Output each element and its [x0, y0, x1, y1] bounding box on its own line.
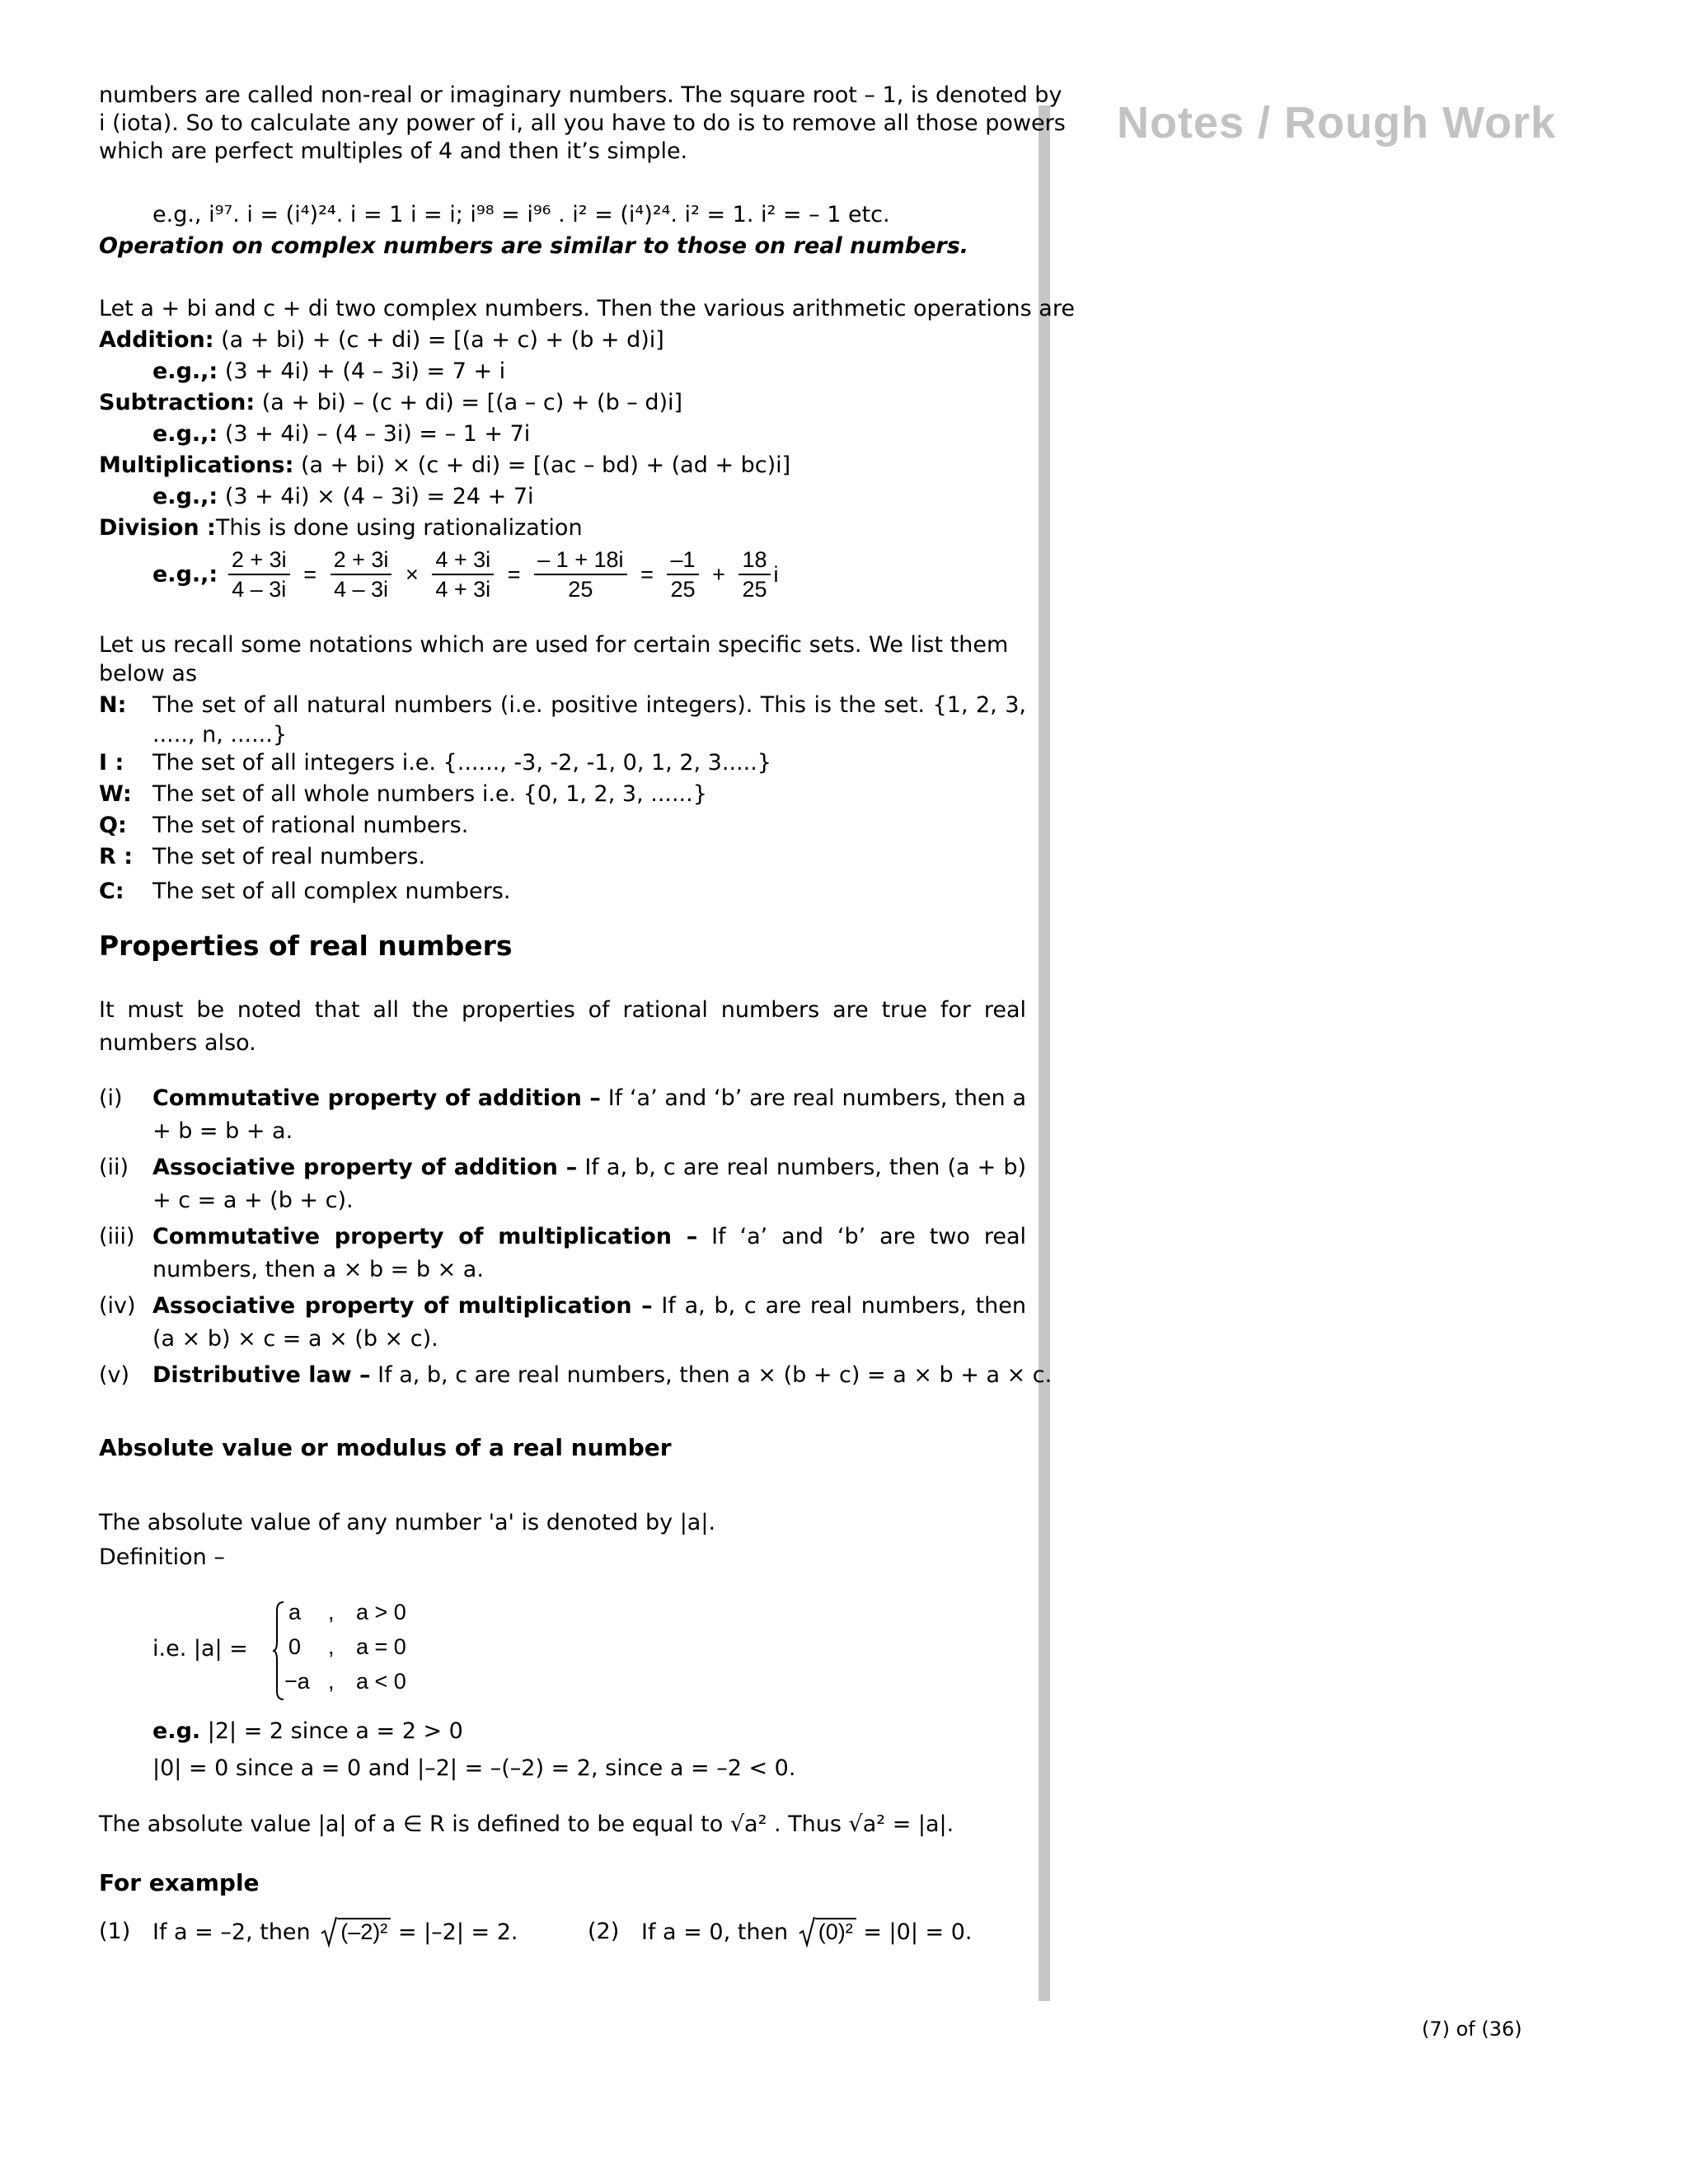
absolute-heading: Absolute value or modulus of a real number — [99, 1434, 672, 1461]
set-label-r: R : — [99, 844, 133, 869]
property-3-text: If ‘a’ and ‘b’ are two real numbers, then a × b = b × a. — [152, 1224, 1026, 1282]
property-num-3: (iii) — [99, 1224, 135, 1249]
set-def-r: The set of real numbers. — [152, 844, 426, 869]
notes-rough-work-title: Notes / Rough Work — [1117, 98, 1557, 148]
subtraction-formula: (a + bi) – (c + di) = [(a – c) + (b – d)i] — [261, 390, 683, 415]
fraction-1-denominator: 4 – 3i — [232, 577, 287, 602]
example-2-num: (2) — [588, 1919, 620, 1944]
property-4 — [152, 1290, 1026, 1356]
set-def-n: The set of all natural numbers (i.e. positive integers). This is the set. {1, 2, 3, ....., n, ......} — [152, 692, 1026, 748]
example-2-radicand: (0)² — [815, 1918, 856, 1944]
left-brace-icon — [272, 1601, 285, 1701]
fraction-4-numerator: – 1 + 18i — [534, 546, 626, 575]
property-5 — [152, 1359, 1053, 1392]
sets-lead-1: Let us recall some notations which are used for certain specific sets. We list them — [99, 632, 1009, 658]
case-1-condition: a > 0 — [356, 1600, 406, 1624]
properties-heading: Properties of real numbers — [99, 930, 513, 962]
fraction-6 — [738, 546, 770, 603]
division-eg-label: e.g.,: — [152, 561, 218, 588]
multiplication-eg-label: e.g.,: — [152, 484, 218, 509]
case-1-comma: , — [328, 1600, 335, 1624]
absolute-line-1: The absolute value of any number 'a' is denoted by |a|. — [99, 1510, 716, 1535]
absolute-sqrt-line: The absolute value |a| of a ∈ R is defined to be equal to √a² . Thus √a² = |a|. — [99, 1811, 954, 1837]
property-2-title: Associative property of addition – — [152, 1155, 578, 1180]
fraction-4 — [534, 546, 626, 603]
set-def-w: The set of all whole numbers i.e. {0, 1, 2, 3, ......} — [152, 781, 707, 807]
division-example-row — [152, 546, 782, 603]
set-label-i: I : — [99, 750, 124, 776]
multiplication-example-row — [152, 482, 534, 512]
example-1-radicand: (–2)² — [337, 1918, 391, 1944]
fraction-1 — [228, 546, 290, 603]
intro-line-3: which are perfect multiples of 4 and then it’s simple. — [99, 138, 688, 164]
intro-emphasis: Operation on complex numbers are similar to those on real numbers. — [99, 233, 969, 259]
division-text: This is done using rationalization — [215, 515, 583, 541]
fraction-5 — [667, 546, 698, 603]
example-1 — [152, 1917, 518, 1947]
property-2-text: If a, b, c are real numbers, then (a + b) + c = a + (b + c). — [152, 1155, 1026, 1213]
absolute-eg-label: e.g. — [152, 1718, 201, 1744]
example-1-post: = |–2| = 2. — [397, 1919, 518, 1945]
case-2-value: 0 — [288, 1634, 302, 1659]
set-label-c: C: — [99, 879, 124, 904]
sets-lead-2: below as — [99, 661, 198, 687]
equals-sign: = — [303, 561, 316, 587]
case-3-value: −a — [284, 1669, 310, 1694]
square-root-icon — [321, 1912, 337, 1948]
property-3-title: Commutative property of multiplication – — [152, 1224, 698, 1249]
fraction-3-numerator: 4 + 3i — [432, 546, 494, 575]
set-def-i: The set of all integers i.e. {......, -3, -2, -1, 0, 1, 2, 3.....} — [152, 750, 771, 776]
property-4-title: Associative property of multiplication – — [152, 1293, 653, 1319]
page-number: (7) of (36) — [1422, 2018, 1522, 2041]
example-2-pre: If a = 0, then — [641, 1919, 789, 1945]
addition-row — [99, 326, 664, 355]
property-1-text: If ‘a’ and ‘b’ are real numbers, then a + b = b + a. — [152, 1085, 1026, 1144]
fraction-4-denominator: 25 — [568, 577, 593, 602]
addition-example-row — [152, 357, 505, 387]
multiplication-label: Multiplications: — [99, 452, 294, 478]
operations-lead: Let a + bi and c + di two complex numbers. Then the various arithmetic operations are — [99, 296, 1075, 321]
for-example-heading: For example — [99, 1869, 260, 1896]
square-root-icon — [799, 1912, 815, 1948]
fraction-3 — [432, 546, 494, 603]
fraction-3-denominator: 4 + 3i — [435, 577, 491, 602]
equals-sign: = — [507, 561, 521, 587]
property-num-1: (i) — [99, 1085, 123, 1111]
set-label-w: W: — [99, 781, 132, 807]
property-1 — [152, 1082, 1026, 1148]
times-sign: × — [406, 561, 419, 587]
subtraction-eg-label: e.g.,: — [152, 421, 218, 447]
property-3 — [152, 1221, 1026, 1286]
addition-eg-label: e.g.,: — [152, 359, 218, 384]
subtraction-example-row — [152, 419, 530, 449]
absolute-line-2: Definition – — [99, 1544, 225, 1570]
property-num-4: (iv) — [99, 1293, 136, 1319]
set-def-c: The set of all complex numbers. — [152, 879, 511, 904]
property-5-title: Distributive law – — [152, 1362, 371, 1388]
fraction-2 — [331, 546, 392, 603]
imaginary-unit: i — [773, 561, 779, 587]
example-2-post: = |0| = 0. — [863, 1919, 973, 1945]
property-4-text: If a, b, c are real numbers, then (a × b) × c = a × (b × c). — [152, 1293, 1026, 1352]
subtraction-row — [99, 388, 682, 418]
absolute-example-2: |0| = 0 since a = 0 and |–2| = –(–2) = 2, since a = –2 < 0. — [152, 1755, 796, 1781]
example-1-radical — [321, 1917, 391, 1947]
plus-sign: + — [712, 561, 725, 587]
multiplication-formula: (a + bi) × (c + di) = [(ac – bd) + (ad + bc)i] — [300, 452, 791, 478]
case-1-value: a — [288, 1600, 302, 1624]
division-label: Division : — [99, 515, 216, 541]
set-label-q: Q: — [99, 813, 127, 838]
property-num-2: (ii) — [99, 1155, 129, 1180]
case-3-comma: , — [328, 1669, 335, 1694]
example-1-pre: If a = –2, then — [152, 1919, 311, 1945]
absolute-example-1 — [152, 1717, 463, 1746]
fraction-1-numerator: 2 + 3i — [228, 546, 290, 575]
intro-example: e.g., i⁹⁷. i = (i⁴)²⁴. i = 1 i = i; i⁹⁸ = i⁹⁶ . i² = (i⁴)²⁴. i² = 1. i² = – 1 etc. — [152, 202, 890, 227]
property-num-5: (v) — [99, 1362, 130, 1388]
set-def-q: The set of rational numbers. — [152, 813, 469, 838]
example-2-radical — [799, 1917, 856, 1947]
fraction-5-denominator: 25 — [670, 577, 696, 602]
fraction-2-denominator: 4 – 3i — [333, 577, 389, 602]
example-2 — [641, 1917, 972, 1947]
property-5-text: If a, b, c are real numbers, then a × (b + c) = a × b + a × c. — [370, 1362, 1053, 1388]
case-3-condition: a < 0 — [356, 1669, 406, 1694]
equals-sign: = — [640, 561, 654, 587]
fraction-6-denominator: 25 — [742, 577, 767, 602]
set-label-n: N: — [99, 692, 127, 718]
absolute-ie: i.e. |a| = — [152, 1636, 248, 1661]
multiplication-example: (3 + 4i) × (4 – 3i) = 24 + 7i — [224, 484, 534, 509]
property-2 — [152, 1151, 1026, 1217]
fraction-6-numerator: 18 — [738, 546, 770, 575]
properties-lead: It must be noted that all the properties of rational numbers are true for real numbers also. — [99, 997, 1026, 1056]
fraction-2-numerator: 2 + 3i — [331, 546, 392, 575]
addition-example: (3 + 4i) + (4 – 3i) = 7 + i — [224, 359, 506, 384]
intro-line-2: i (iota). So to calculate any power of i, all you have to do is to remove all those powers — [99, 110, 1066, 136]
addition-formula: (a + bi) + (c + di) = [(a + c) + (b + d)i] — [221, 327, 664, 353]
case-2-condition: a = 0 — [356, 1634, 406, 1659]
case-2-comma: , — [328, 1634, 335, 1659]
fraction-5-numerator: –1 — [667, 546, 698, 575]
property-1-title: Commutative property of addition – — [152, 1085, 601, 1111]
addition-label: Addition: — [99, 327, 214, 353]
subtraction-label: Subtraction: — [99, 390, 256, 415]
division-row — [99, 513, 583, 543]
example-1-num: (1) — [99, 1919, 131, 1944]
subtraction-example: (3 + 4i) – (4 – 3i) = – 1 + 7i — [224, 421, 531, 447]
multiplication-row — [99, 451, 790, 480]
absolute-eg-1-text: |2| = 2 since a = 2 > 0 — [200, 1718, 463, 1744]
intro-line-1: numbers are called non-real or imaginary numbers. The square root – 1, is denoted by — [99, 82, 1062, 108]
notes-divider — [1039, 105, 1050, 2001]
